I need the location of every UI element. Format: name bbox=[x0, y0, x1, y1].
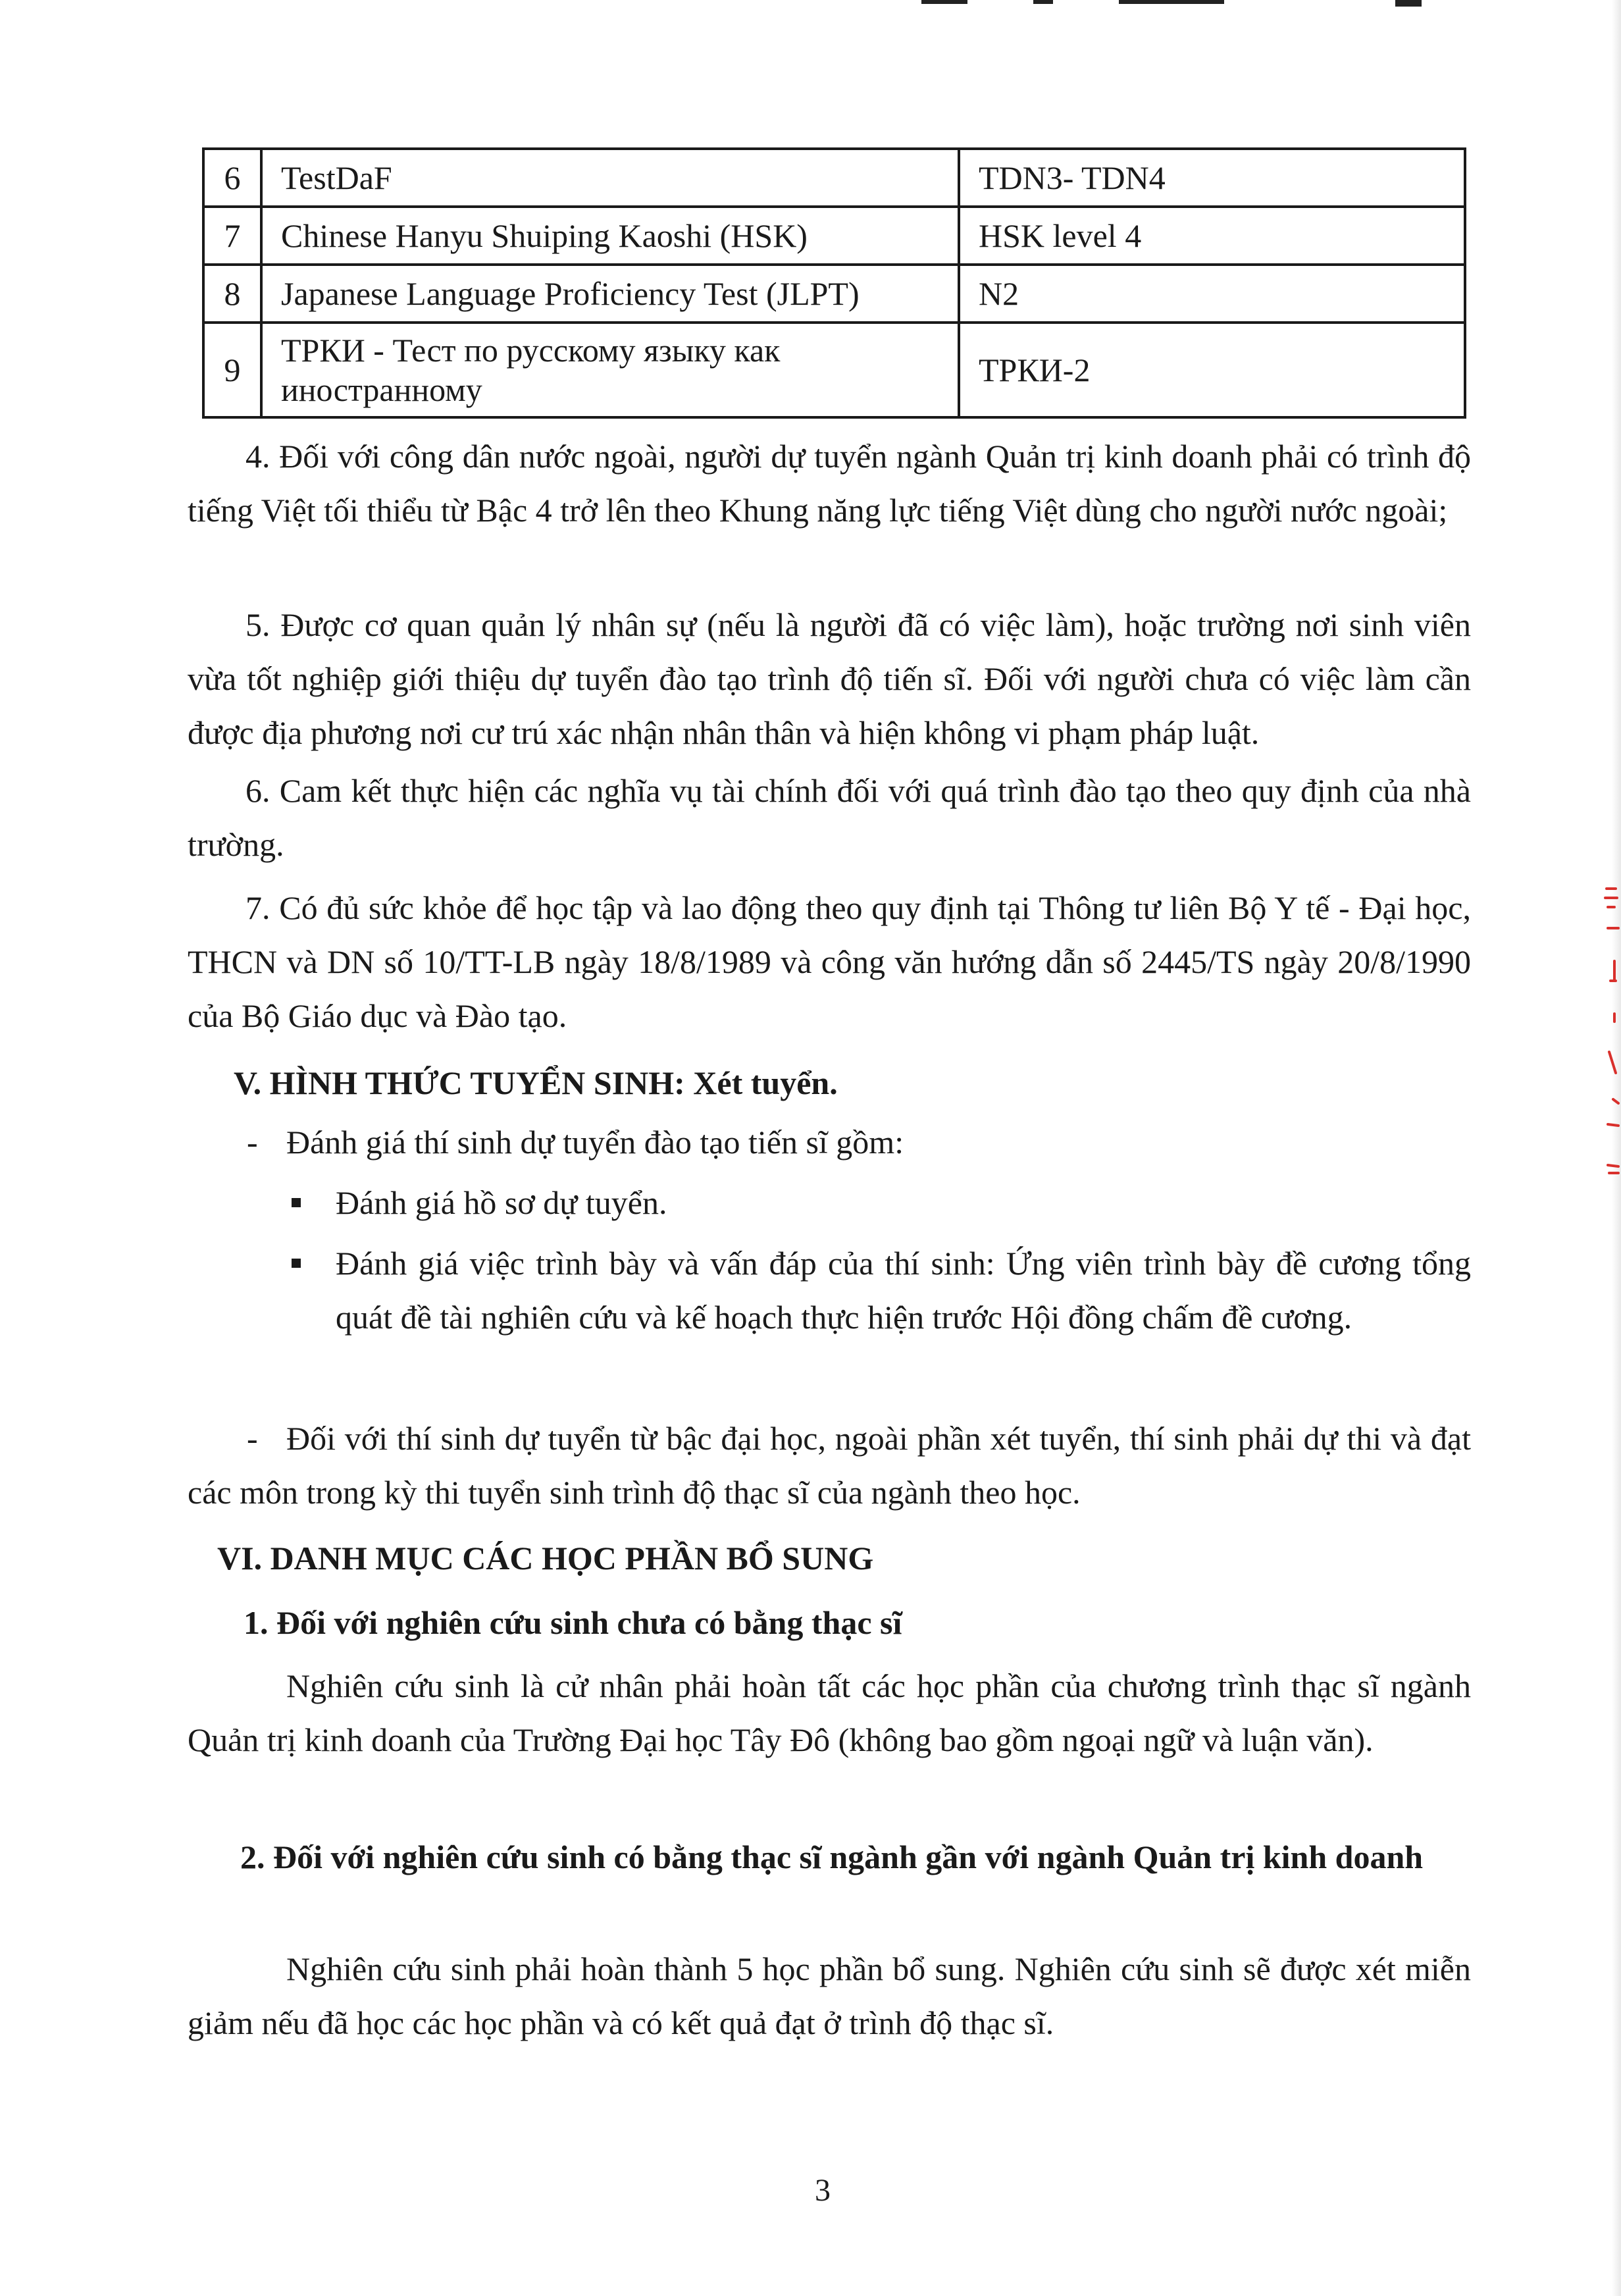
certificate-name-line2: иностранному bbox=[281, 371, 482, 408]
section-v-bullet-2: Đánh giá việc trình bày và vấn đáp của thí sinh: Ứng viên trình bày đề cương tổng quát đề tài nghiên cứu và kế hoạch thực hiện trước Hội đồng chấm đề cương. bbox=[336, 1245, 1471, 1336]
square-bullet bbox=[292, 1198, 301, 1207]
scan-top-marks bbox=[921, 0, 1435, 7]
dash-marker: - bbox=[247, 1420, 258, 1457]
condition-item-4: 4. Đối với công dân nước ngoài, người dự tuyển ngành Quản trị kinh doanh phải có trình độ tiếng Việt tối thiểu từ Bậc 4 trở lên theo Khung năng lực tiếng Việt dùng cho người nước ngoài; bbox=[188, 438, 1471, 529]
section-v-dash-2-text: Đối với thí sinh dự tuyển từ bậc đại học, ngoài phần xét tuyển, thí sinh phải dự thi và đạt các môn trong kỳ thi tuyển sinh trình độ thạc sĩ của ngành theo học. bbox=[188, 1420, 1471, 1511]
subsection-1-text: Nghiên cứu sinh là cử nhân phải hoàn tất các học phần của chương trình thạc sĩ ngành Quản trị kinh doanh của Trường Đại học Tây Đô (không bao gồm ngoại ngữ và luận văn). bbox=[188, 1667, 1471, 1758]
stamp-fragment-icon bbox=[1595, 875, 1621, 1185]
certificate-name: Japanese Language Proficiency Test (JLPT) bbox=[261, 265, 959, 323]
section-v-dash-1: Đánh giá thí sinh dự tuyển đào tạo tiến sĩ gồm: bbox=[286, 1124, 904, 1161]
required-level: ТРКИ-2 bbox=[959, 323, 1465, 417]
table-row bbox=[203, 207, 1465, 265]
row-number: 6 bbox=[203, 149, 261, 207]
table-row bbox=[203, 265, 1465, 323]
required-level: N2 bbox=[959, 265, 1465, 323]
table-row bbox=[203, 323, 1465, 417]
section-vi-heading: VI. DANH MỤC CÁC HỌC PHẦN BỔ SUNG bbox=[217, 1540, 874, 1577]
row-number: 8 bbox=[203, 265, 261, 323]
section-v-bullet-1: Đánh giá hồ sơ dự tuyển. bbox=[336, 1184, 667, 1221]
page-number: 3 bbox=[815, 2173, 831, 2208]
row-number: 9 bbox=[203, 323, 261, 417]
condition-item-7: 7. Có đủ sức khỏe để học tập và lao động theo quy định tại Thông tư liên Bộ Y tế - Đại học, THCN và DN số 10/TT-LB ngày 18/8/1989 và công văn hướng dẫn số 2445/TS ngày 20/8/1990 của Bộ Giáo dục và Đào tạo. bbox=[188, 889, 1471, 1034]
square-bullet bbox=[292, 1259, 301, 1268]
required-level: HSK level 4 bbox=[959, 207, 1465, 265]
subsection-1-heading: 1. Đối với nghiên cứu sinh chưa có bằng thạc sĩ bbox=[244, 1604, 902, 1641]
table-row bbox=[203, 149, 1465, 207]
language-certificate-table bbox=[202, 147, 1466, 419]
subsection-2-heading: 2. Đối với nghiên cứu sinh có bằng thạc sĩ ngành gần với ngành Quản trị kinh doanh bbox=[240, 1839, 1424, 1875]
row-number: 7 bbox=[203, 207, 261, 265]
dash-marker: - bbox=[247, 1124, 258, 1161]
certificate-name: Chinese Hanyu Shuiping Kaoshi (HSK) bbox=[261, 207, 959, 265]
section-v-dash-2 bbox=[188, 1411, 1471, 1519]
section-v-heading: V. HÌNH THỨC TUYỂN SINH: Xét tuyển. bbox=[234, 1064, 838, 1101]
certificate-name bbox=[261, 323, 959, 417]
required-level: TDN3- TDN4 bbox=[959, 149, 1465, 207]
certificate-name: TestDaF bbox=[261, 149, 959, 207]
condition-item-5: 5. Được cơ quan quản lý nhân sự (nếu là người đã có việc làm), hoặc trường nơi sinh viên vừa tốt nghiệp giới thiệu dự tuyển đào tạo trình độ tiến sĩ. Đối với người chưa có việc làm cần được địa phương nơi cư trú xác nhận nhân thân và hiện không vi phạm pháp luật. bbox=[188, 606, 1471, 751]
subsection-2-text: Nghiên cứu sinh phải hoàn thành 5 học phần bổ sung. Nghiên cứu sinh sẽ được xét miễn giảm nếu đã học các học phần và có kết quả đạt ở trình độ thạc sĩ. bbox=[188, 1950, 1471, 2041]
certificate-name-line1: ТРКИ - Тест по русскому языку как bbox=[281, 332, 781, 369]
condition-item-6: 6. Cam kết thực hiện các nghĩa vụ tài chính đối với quá trình đào tạo theo quy định của nhà trường. bbox=[188, 772, 1471, 863]
